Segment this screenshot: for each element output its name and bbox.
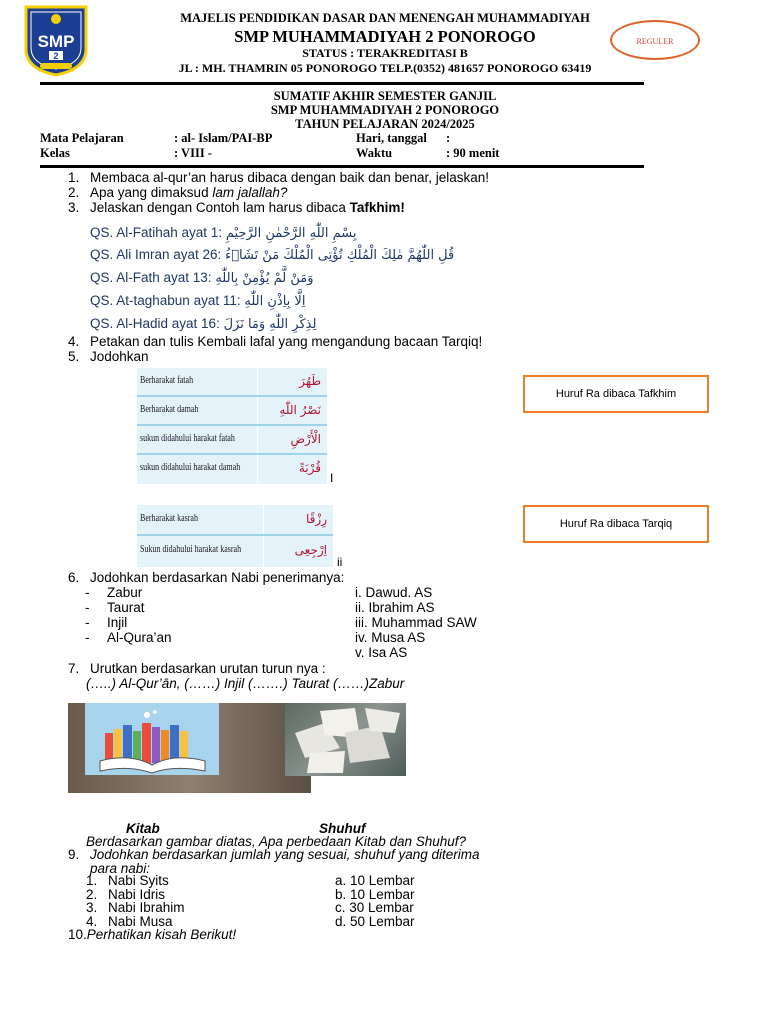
q9-left-list (86, 874, 185, 928)
question-number: 1. (68, 170, 80, 185)
reguler-badge (610, 20, 700, 60)
table-2-marker: ii (337, 555, 343, 569)
question-number: 9. (68, 847, 80, 862)
logo-smp-text: SMP (37, 32, 75, 51)
verse-ref: QS. Ali Imran ayat 26: (90, 247, 222, 262)
info-label-subject: Mata Pelajaran (40, 131, 124, 145)
verse-arabic: اِلَّا بِاِذْنِ اللّٰهِ (244, 294, 306, 309)
verse-al-hadid (90, 316, 316, 332)
shuhuf-image (285, 703, 406, 776)
books-illustration (85, 703, 219, 775)
question-5 (68, 349, 149, 364)
question-number: 2. (68, 185, 80, 200)
matching-table-1 (137, 368, 327, 484)
list-item: iii. Muhammad SAW (355, 615, 477, 630)
list-item: v. Isa AS (355, 645, 408, 660)
school-status: STATUS : TERAKREDITASI B (302, 46, 468, 60)
list-item: i. Dawud. AS (355, 585, 433, 600)
list-item: ii. Ibrahim AS (355, 600, 435, 615)
list-item: c. 30 Lembar (335, 900, 414, 915)
list-item: - Taurat (85, 600, 145, 615)
list-item: iv. Musa AS (355, 630, 426, 645)
list-item: - Zabur (85, 585, 143, 600)
question-9 (68, 847, 480, 862)
question-number: 5. (68, 349, 80, 364)
verse-arabic: وَمَنْ لَّمْ يُؤْمِنْ بِاللّٰهِ (215, 271, 314, 286)
list-item: - Al-Qura’an (85, 630, 172, 645)
list-item: a. 10 Lembar (335, 873, 415, 888)
table-row-arabic: طَهُرَ (299, 374, 321, 388)
table-row (137, 368, 327, 397)
header-rule (40, 82, 644, 85)
question-10 (68, 927, 236, 942)
table-row-arabic: نَصْرُ اللّٰهِ (279, 403, 321, 417)
caption-shuhuf: Shuhuf (319, 821, 366, 836)
question-bold: Tafkhim! (349, 200, 405, 215)
question-4 (68, 334, 482, 349)
info-label-time: Waktu (356, 146, 393, 160)
verse-arabic: لِذِكْرِ اللّٰهِ وَمَا نَزَلَ (223, 317, 317, 332)
question-number: 6. (68, 570, 80, 585)
list-item: 1. Nabi Syits (86, 873, 169, 888)
table-row-label: Berharakat damah (140, 404, 199, 415)
header-line1: MAJELIS PENDIDIKAN DASAR DAN MENENGAH MUHAMMADIYAH (180, 11, 590, 25)
table-row-arabic: الْأَرْضِ (290, 432, 321, 446)
list-item: 2. Nabi Idris (86, 886, 166, 902)
match-box-tafkhim (523, 375, 709, 413)
table-row-label: Berharakat fatah (140, 375, 194, 386)
question-text: Perhatikan kisah Berikut! (86, 927, 237, 942)
school-logo (22, 3, 90, 77)
question-number: 4. (68, 334, 80, 349)
verse-ali-imran (90, 247, 454, 263)
school-name: SMP MUHAMMADIYAH 2 PONOROGO (234, 27, 536, 46)
matching-table-2 (137, 505, 333, 567)
question-number: 10. (68, 927, 87, 942)
question-text: Jodohkan (90, 349, 149, 364)
verse-ref: QS. Al-Fath ayat 13: (90, 270, 212, 285)
table-row-label: Berharakat kasrah (140, 513, 198, 524)
kitab-image (68, 703, 311, 793)
info-value-date: : (446, 131, 451, 145)
table-row (137, 397, 327, 426)
question-text: Urutkan berdasarkan urutan turun nya : (90, 661, 326, 676)
info-label-date: Hari, tanggal (356, 131, 427, 145)
question-2 (68, 185, 287, 200)
question-6 (68, 570, 344, 585)
question-number: 3. (68, 200, 80, 215)
table-row-arabic: اِرْجِعِى (294, 543, 327, 557)
table-row (137, 455, 327, 482)
table-row-label: Sukun didahului harakat kasrah (140, 544, 242, 555)
papers-illustration (285, 703, 406, 776)
caption-kitab: Kitab (126, 821, 160, 836)
q6-left-list (85, 585, 172, 645)
question-1 (68, 170, 489, 185)
verse-ref: QS. At-taghabun ayat 11: (90, 293, 241, 308)
list-item: 4. Nabi Musa (86, 913, 173, 929)
verse-fatihah (90, 225, 357, 241)
verse-arabic: بِسْمِ اللّٰهِ الرَّحْمٰنِ الرَّحِيْمِ (225, 226, 357, 241)
info-value-time: : 90 menit (446, 146, 500, 160)
verse-ref: QS. Al-Hadid ayat 16: (90, 316, 220, 331)
verse-arabic: قُلِ اللّٰهُمَّ مٰلِكَ الْمُلْكِ تُؤْتِى الْمُلْكَ مَنْ تَشَاۤءُ (225, 248, 455, 263)
q6-right-list (355, 585, 477, 660)
question-8: Berdasarkan gambar diatas, Apa perbedaan Kitab dan Shuhuf? (86, 834, 467, 849)
reguler-badge-label: REGULER (636, 37, 674, 46)
table-row-label: sukun didahului harakat damah (140, 462, 241, 473)
exam-title-2: SMP MUHAMMADIYAH 2 PONOROGO (270, 103, 500, 117)
match-box-tarqiq (523, 505, 709, 543)
exam-title-3: TAHUN PELAJARAN 2024/2025 (295, 117, 475, 131)
question-text: Jodohkan berdasarkan Nabi penerimanya: (90, 570, 345, 585)
question-text: Apa yang dimaksud (90, 185, 213, 200)
question-3 (68, 200, 405, 215)
list-item: 3. Nabi Ibrahim (86, 900, 185, 915)
verse-at-taghabun (90, 293, 305, 309)
question-text: Membaca al-qur’an harus dibaca dengan baik dan benar, jelaskan! (90, 170, 490, 185)
table-row-arabic: قُرْبَةً (298, 461, 321, 475)
info-value-class: : VIII - (174, 146, 212, 160)
info-rule (40, 165, 644, 168)
table-1-marker: I (330, 471, 334, 485)
q7-order-line: (…..) Al-Qur’ān, (……) Injil (…….) Taurat (……)Zabur (86, 676, 405, 691)
school-address: JL : MH. THAMRIN 05 PONOROGO TELP.(0352) 481657 PONOROGO 63419 (178, 61, 592, 75)
question-9-continued: para nabi: (90, 861, 151, 876)
info-value-subject: : al- Islam/PAI-BP (174, 131, 273, 145)
q9-right-list (335, 874, 415, 928)
list-item: d. 50 Lembar (335, 913, 415, 929)
verse-ref: QS. Al-Fatihah ayat 1: (90, 225, 223, 240)
logo-number: 2 (53, 51, 59, 61)
table-row (137, 505, 333, 536)
question-italic: lam jalallah? (212, 185, 288, 200)
list-item: - Injil (85, 615, 128, 630)
list-item: b. 10 Lembar (335, 886, 415, 902)
table-row (137, 426, 327, 455)
table-row-label: sukun didahului harakat fatah (140, 433, 235, 444)
table-row (137, 536, 333, 565)
table-row-arabic: رِزْقًا (306, 512, 327, 526)
question-number: 7. (68, 661, 80, 676)
info-label-class: Kelas (40, 146, 70, 160)
exam-title-1: SUMATIF AKHIR SEMESTER GANJIL (273, 89, 497, 103)
question-text: Jelaskan dengan Contoh lam harus dibaca (90, 200, 350, 215)
match-box-label: Huruf Ra dibaca Tafkhim (555, 388, 677, 400)
question-text: Petakan dan tulis Kembali lafal yang mengandung bacaan Tarqiq! (90, 334, 483, 349)
question-7 (68, 661, 326, 676)
match-box-label: Huruf Ra dibaca Tarqiq (559, 518, 673, 530)
question-text: Jodohkan berdasarkan jumlah yang sesuai, shuhuf yang diterima (90, 847, 480, 862)
verse-al-fath (90, 270, 313, 286)
